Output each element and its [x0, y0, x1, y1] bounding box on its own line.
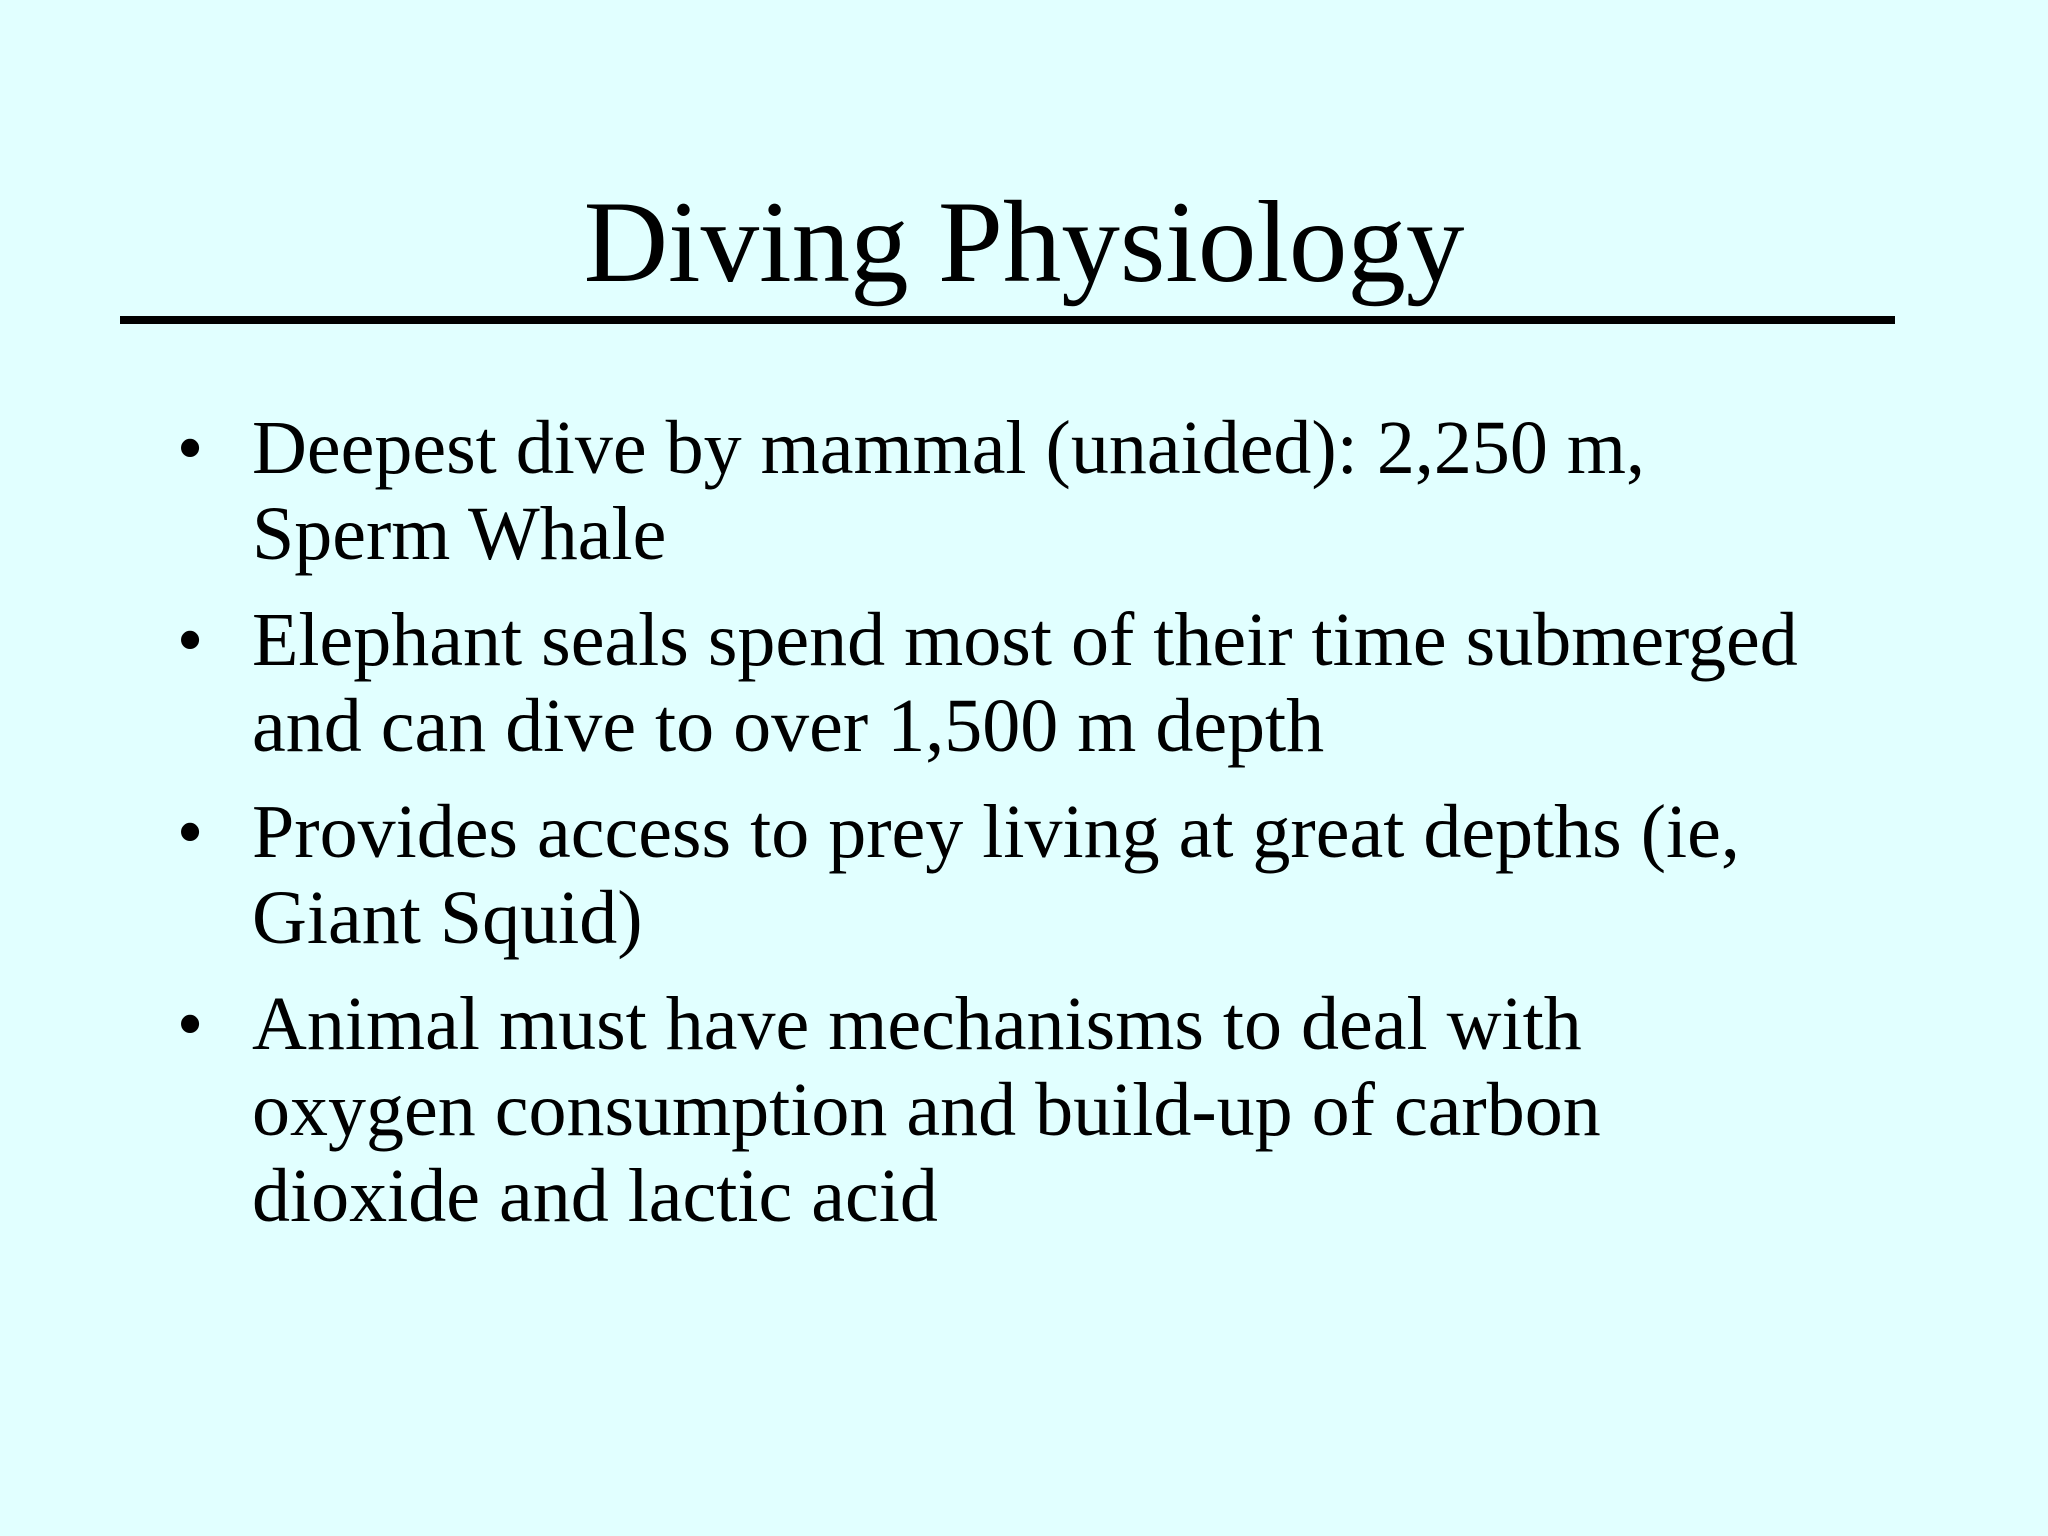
bullet-icon: • [176, 598, 204, 682]
bullet-item [170, 597, 1910, 769]
bullet-icon: • [176, 406, 204, 490]
title-underline [120, 316, 1895, 324]
bullet-text-line: and can dive to over 1,500 m depth [252, 684, 1325, 768]
bullet-text-line: Provides access to prey living at great depths (ie, [252, 790, 1740, 874]
bullet-text-line: Sperm Whale [252, 492, 667, 576]
bullet-icon: • [176, 982, 204, 1066]
bullet-text-line: Elephant seals spend most of their time submerged [252, 598, 1798, 682]
bullet-text-line: Deepest dive by mammal (unaided): 2,250 m, [252, 406, 1645, 490]
bullet-text-line: Animal must have mechanisms to deal with [252, 982, 1582, 1066]
bullet-text-line: dioxide and lactic acid [252, 1154, 938, 1238]
bullet-item [170, 789, 1910, 961]
bullet-text-line: Giant Squid) [252, 876, 643, 960]
bullet-icon: • [176, 790, 204, 874]
bullet-item [170, 981, 1910, 1239]
bullet-list [170, 405, 1910, 1259]
bullet-text-line: oxygen consumption and build-up of carbon [252, 1068, 1601, 1152]
bullet-item [170, 405, 1910, 577]
slide-title: Diving Physiology [583, 178, 1465, 307]
